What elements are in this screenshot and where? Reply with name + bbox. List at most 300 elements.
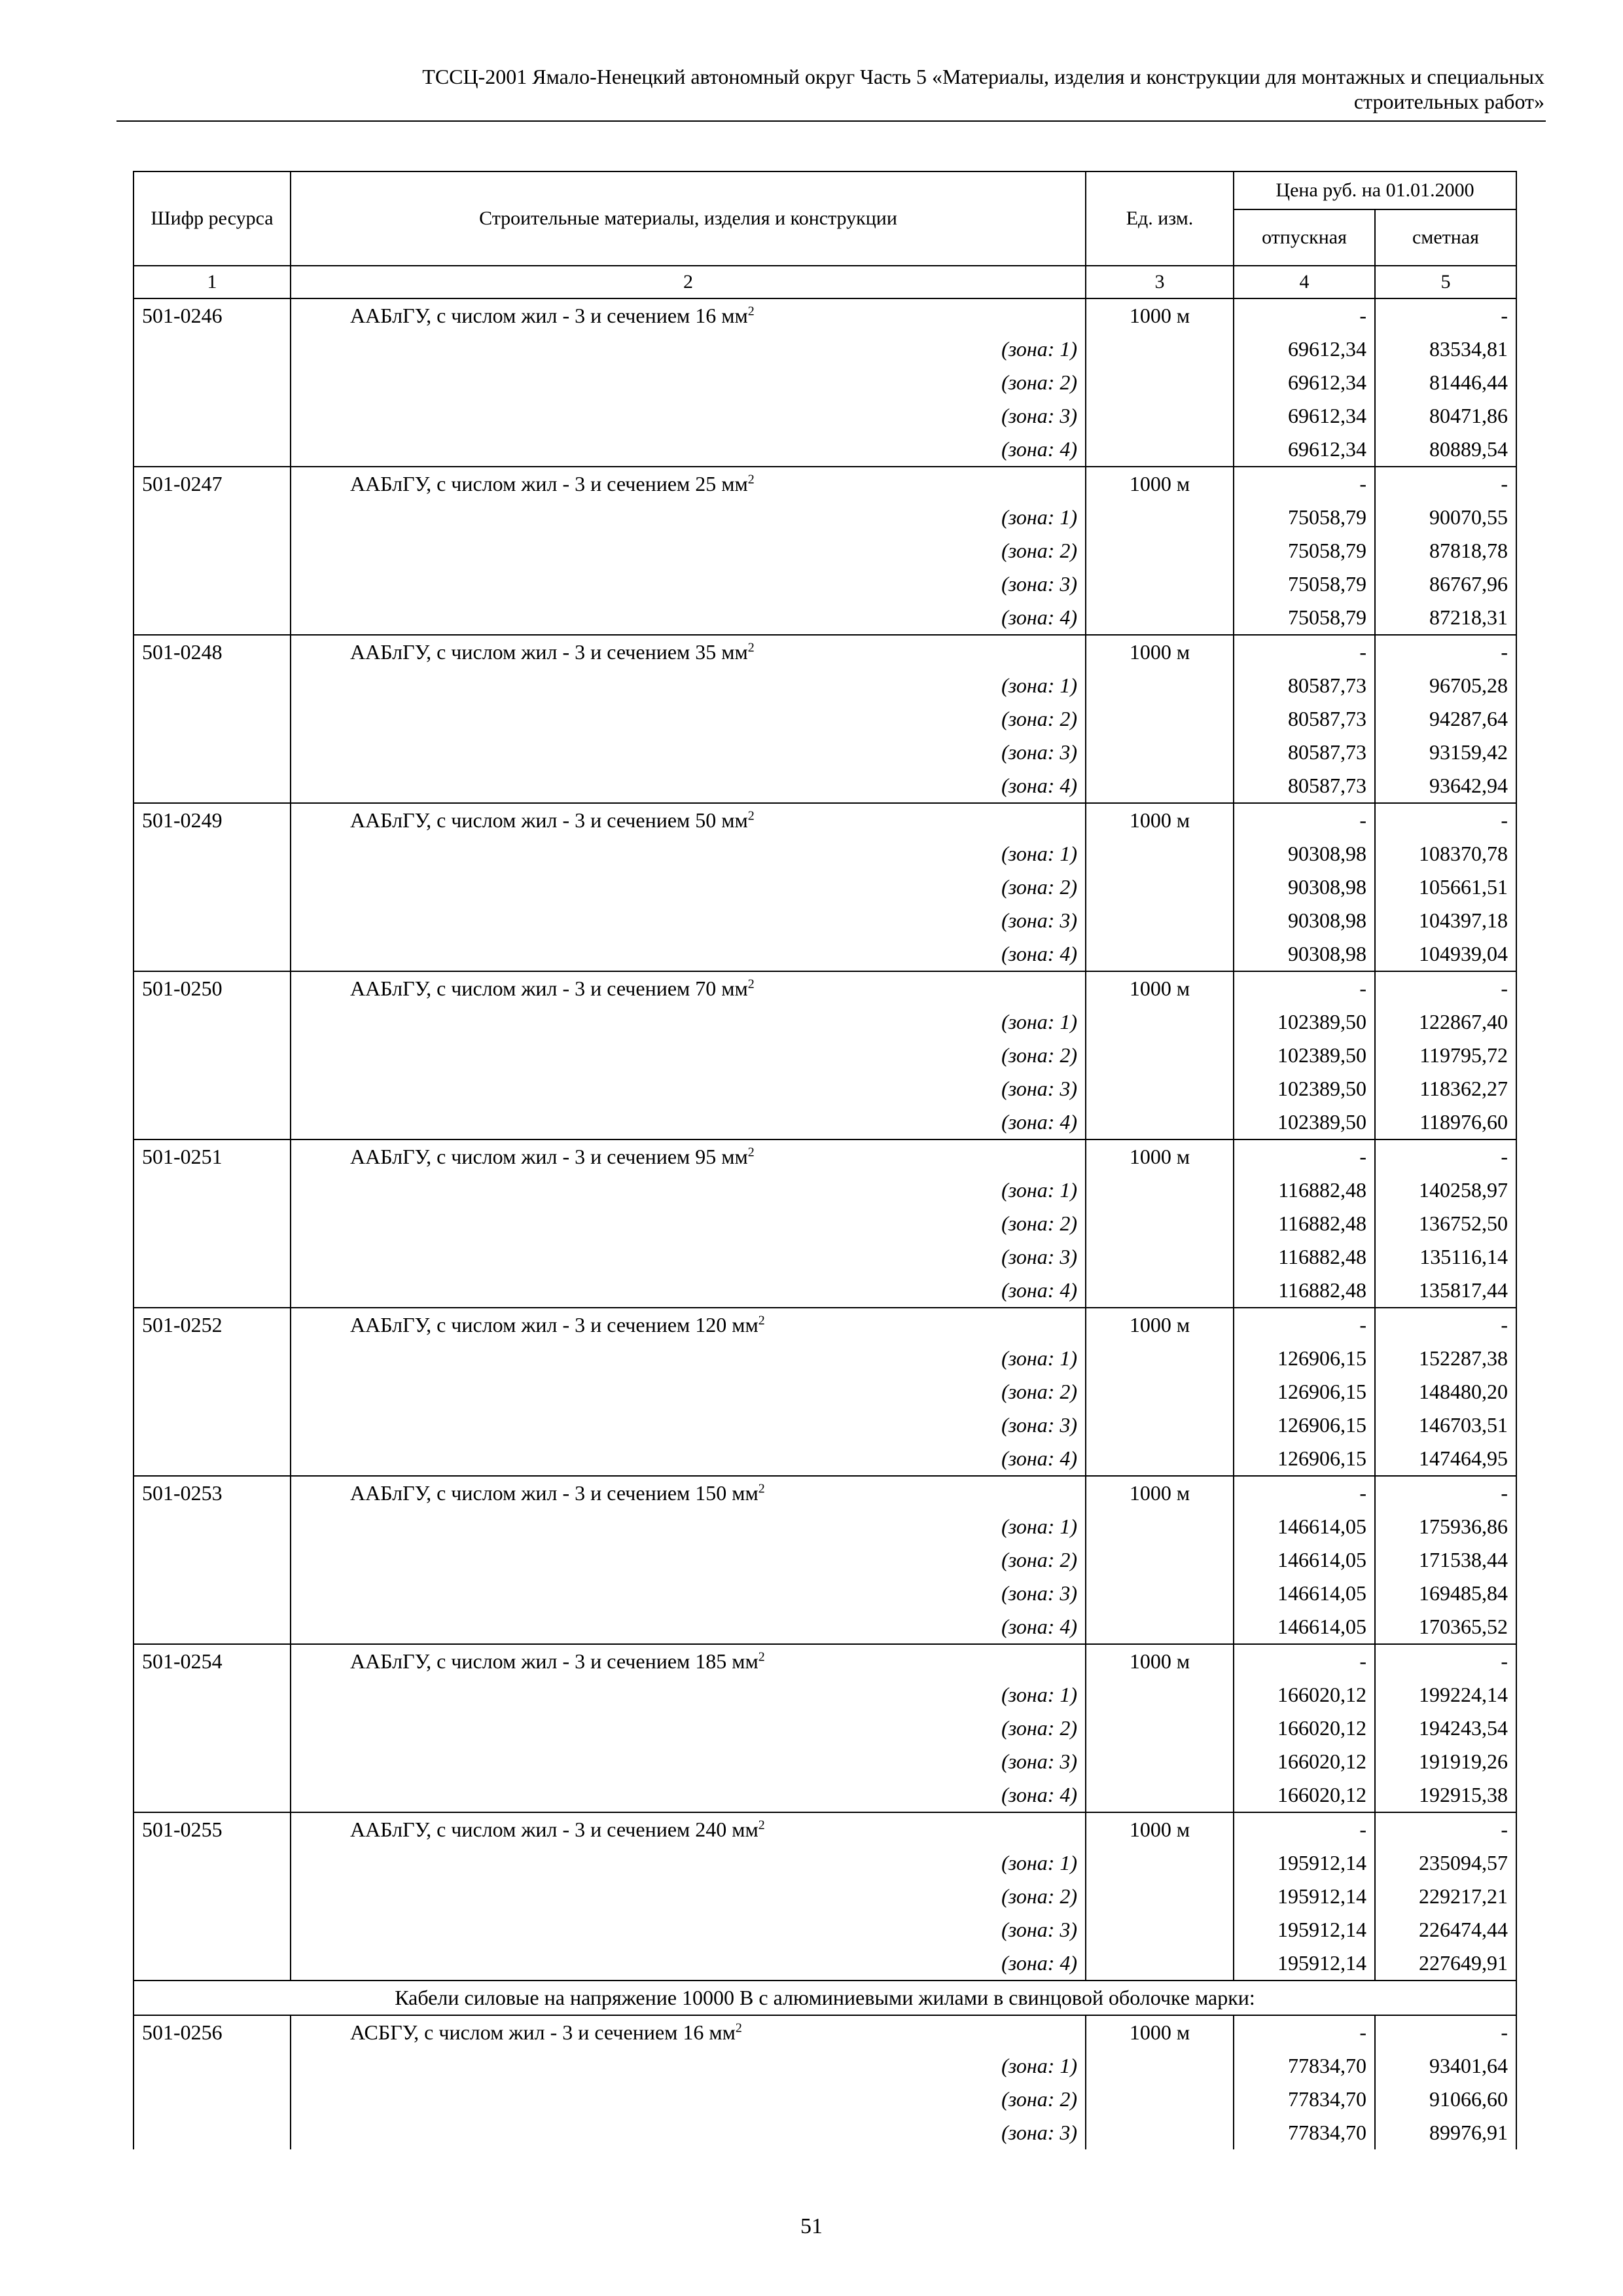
- resource-code-empty: [134, 904, 291, 937]
- zone-label: (зона: 1): [291, 1678, 1086, 1712]
- table-row-zone: [134, 1274, 1516, 1308]
- unit-empty: [1086, 1174, 1234, 1207]
- resource-code-empty: [134, 1174, 291, 1207]
- price-estimate: 81446,44: [1375, 366, 1516, 399]
- price-estimate: 94287,64: [1375, 702, 1516, 736]
- zone-label: (зона: 1): [291, 1510, 1086, 1543]
- price-estimate: 175936,86: [1375, 1510, 1516, 1543]
- resource-code-empty: [134, 1778, 291, 1812]
- price-estimate: 89976,91: [1375, 2116, 1516, 2149]
- price-release: 102389,50: [1234, 1072, 1375, 1105]
- unit-empty: [1086, 1240, 1234, 1274]
- unit-empty: [1086, 433, 1234, 467]
- unit-empty: [1086, 601, 1234, 635]
- unit-empty: [1086, 567, 1234, 601]
- header-unit: Ед. изм.: [1086, 171, 1234, 266]
- price-release: 77834,70: [1234, 2049, 1375, 2083]
- section-heading-row: [134, 1981, 1516, 2015]
- price-estimate: 169485,84: [1375, 1577, 1516, 1610]
- resource-code-empty: [134, 1678, 291, 1712]
- unit-empty: [1086, 332, 1234, 366]
- table-row-zone: [134, 1105, 1516, 1139]
- resource-code-empty: [134, 1510, 291, 1543]
- price-release: -: [1234, 971, 1375, 1005]
- table-row-zone: [134, 1712, 1516, 1745]
- price-estimate: 194243,54: [1375, 1712, 1516, 1745]
- price-release: 116882,48: [1234, 1274, 1375, 1308]
- unit: 1000 м: [1086, 1476, 1234, 1510]
- material-name-text: ААБлГУ, с числом жил - 3 и сечением 120 мм: [350, 1313, 758, 1336]
- zone-label: (зона: 4): [291, 1274, 1086, 1308]
- unit-empty: [1086, 669, 1234, 702]
- price-estimate: 87818,78: [1375, 534, 1516, 567]
- resource-code: 501-0254: [134, 1644, 291, 1678]
- price-release: -: [1234, 467, 1375, 501]
- price-estimate: -: [1375, 1812, 1516, 1846]
- unit-superscript: 2: [747, 640, 755, 655]
- price-release: 69612,34: [1234, 366, 1375, 399]
- zone-label: (зона: 2): [291, 1375, 1086, 1408]
- zone-label: (зона: 4): [291, 769, 1086, 803]
- price-release: -: [1234, 1812, 1375, 1846]
- price-release: 80587,73: [1234, 669, 1375, 702]
- price-estimate: -: [1375, 298, 1516, 332]
- price-release: 126906,15: [1234, 1408, 1375, 1442]
- resource-code-empty: [134, 601, 291, 635]
- resource-code-empty: [134, 1745, 291, 1778]
- resource-code: 501-0247: [134, 467, 291, 501]
- unit-superscript: 2: [758, 1649, 765, 1664]
- unit-empty: [1086, 769, 1234, 803]
- table-row-zone: [134, 1342, 1516, 1375]
- material-name: [291, 298, 1086, 332]
- table-row-item: [134, 1644, 1516, 1678]
- zone-label: (зона: 2): [291, 2083, 1086, 2116]
- material-name-text: ААБлГУ, с числом жил - 3 и сечением 16 мм: [350, 304, 748, 327]
- table-row-zone: [134, 1745, 1516, 1778]
- price-release: 195912,14: [1234, 1846, 1375, 1880]
- unit-empty: [1086, 702, 1234, 736]
- price-release: 146614,05: [1234, 1510, 1375, 1543]
- resource-code-empty: [134, 1005, 291, 1039]
- resource-code-empty: [134, 1610, 291, 1644]
- resource-code-empty: [134, 1946, 291, 1981]
- material-name: [291, 635, 1086, 669]
- unit-empty: [1086, 1375, 1234, 1408]
- unit-empty: [1086, 736, 1234, 769]
- price-estimate: -: [1375, 2015, 1516, 2049]
- table-row-zone: [134, 702, 1516, 736]
- unit-empty: [1086, 1510, 1234, 1543]
- price-release: -: [1234, 1308, 1375, 1342]
- price-release: 75058,79: [1234, 567, 1375, 601]
- zone-label: (зона: 3): [291, 1745, 1086, 1778]
- header-name: Строительные материалы, изделия и конструкции: [291, 171, 1086, 266]
- table-row-zone: [134, 1543, 1516, 1577]
- zone-label: (зона: 2): [291, 534, 1086, 567]
- zone-label: (зона: 2): [291, 870, 1086, 904]
- unit-empty: [1086, 1039, 1234, 1072]
- price-estimate: -: [1375, 1644, 1516, 1678]
- material-name-text: ААБлГУ, с числом жил - 3 и сечением 240 мм: [350, 1818, 758, 1841]
- table-row-zone: [134, 1946, 1516, 1981]
- zone-label: (зона: 3): [291, 1913, 1086, 1946]
- column-number-row: [134, 266, 1516, 298]
- material-name-text: ААБлГУ, с числом жил - 3 и сечением 70 мм: [350, 977, 748, 1000]
- column-number: 1: [134, 266, 291, 298]
- price-release: -: [1234, 635, 1375, 669]
- resource-code-empty: [134, 2116, 291, 2149]
- table-row-zone: [134, 332, 1516, 366]
- zone-label: (зона: 4): [291, 1105, 1086, 1139]
- price-estimate: 148480,20: [1375, 1375, 1516, 1408]
- unit-empty: [1086, 1408, 1234, 1442]
- table-row-zone: [134, 669, 1516, 702]
- table-row-zone: [134, 1913, 1516, 1946]
- resource-code: 501-0253: [134, 1476, 291, 1510]
- zone-label: (зона: 2): [291, 1712, 1086, 1745]
- material-name-text: ААБлГУ, с числом жил - 3 и сечением 25 мм: [350, 472, 748, 495]
- price-release: 166020,12: [1234, 1678, 1375, 1712]
- table-row-zone: [134, 2116, 1516, 2149]
- running-header-line-2: строительных работ»: [1353, 90, 1544, 113]
- resource-code-empty: [134, 433, 291, 467]
- price-release: 166020,12: [1234, 1712, 1375, 1745]
- resource-code-empty: [134, 736, 291, 769]
- unit-empty: [1086, 1072, 1234, 1105]
- header-price-release: отпускная: [1234, 209, 1375, 266]
- price-estimate: 171538,44: [1375, 1543, 1516, 1577]
- resource-code-empty: [134, 669, 291, 702]
- price-estimate: 199224,14: [1375, 1678, 1516, 1712]
- price-estimate: 227649,91: [1375, 1946, 1516, 1981]
- price-release: 69612,34: [1234, 399, 1375, 433]
- unit: 1000 м: [1086, 467, 1234, 501]
- price-release: 116882,48: [1234, 1174, 1375, 1207]
- resource-code-empty: [134, 1240, 291, 1274]
- price-estimate: -: [1375, 803, 1516, 837]
- resource-code-empty: [134, 1543, 291, 1577]
- unit-empty: [1086, 1846, 1234, 1880]
- price-estimate: 118976,60: [1375, 1105, 1516, 1139]
- price-release: 146614,05: [1234, 1543, 1375, 1577]
- page-number: 51: [800, 2214, 823, 2238]
- material-name-text: ААБлГУ, с числом жил - 3 и сечением 150 мм: [350, 1481, 758, 1505]
- price-estimate: 122867,40: [1375, 1005, 1516, 1039]
- table-row-item: [134, 467, 1516, 501]
- unit-empty: [1086, 1913, 1234, 1946]
- price-release: 80587,73: [1234, 702, 1375, 736]
- resource-code-empty: [134, 1105, 291, 1139]
- table-row-zone: [134, 1510, 1516, 1543]
- price-estimate: 104397,18: [1375, 904, 1516, 937]
- price-release: 102389,50: [1234, 1039, 1375, 1072]
- price-release: -: [1234, 803, 1375, 837]
- table-row-zone: [134, 937, 1516, 971]
- table-row-item: [134, 803, 1516, 837]
- zone-label: (зона: 3): [291, 1408, 1086, 1442]
- table-row-item: [134, 1476, 1516, 1510]
- price-release: 80587,73: [1234, 769, 1375, 803]
- zone-label: (зона: 2): [291, 1207, 1086, 1240]
- resource-code: 501-0248: [134, 635, 291, 669]
- price-estimate: 135817,44: [1375, 1274, 1516, 1308]
- header-code: Шифр ресурса: [134, 171, 291, 266]
- material-name: [291, 1644, 1086, 1678]
- unit-empty: [1086, 1274, 1234, 1308]
- resource-code-empty: [134, 1342, 291, 1375]
- table-row-zone: [134, 2049, 1516, 2083]
- material-name: [291, 803, 1086, 837]
- resource-code: 501-0249: [134, 803, 291, 837]
- zone-label: (зона: 1): [291, 669, 1086, 702]
- price-estimate: 96705,28: [1375, 669, 1516, 702]
- unit-superscript: 2: [747, 472, 755, 487]
- price-estimate: 80471,86: [1375, 399, 1516, 433]
- unit: 1000 м: [1086, 1812, 1234, 1846]
- price-release: 80587,73: [1234, 736, 1375, 769]
- price-release: 166020,12: [1234, 1778, 1375, 1812]
- resource-code-empty: [134, 837, 291, 870]
- unit-empty: [1086, 534, 1234, 567]
- unit-superscript: 2: [758, 1313, 765, 1328]
- unit-empty: [1086, 1543, 1234, 1577]
- unit-empty: [1086, 1712, 1234, 1745]
- resource-code-empty: [134, 1207, 291, 1240]
- table-body: [134, 298, 1516, 2149]
- price-estimate: 229217,21: [1375, 1880, 1516, 1913]
- zone-label: (зона: 3): [291, 2116, 1086, 2149]
- resource-code-empty: [134, 1880, 291, 1913]
- price-release: 69612,34: [1234, 433, 1375, 467]
- table-row-item: [134, 2015, 1516, 2049]
- unit-empty: [1086, 366, 1234, 399]
- table-row-zone: [134, 1778, 1516, 1812]
- zone-label: (зона: 1): [291, 1005, 1086, 1039]
- resource-code-empty: [134, 501, 291, 534]
- resource-code-empty: [134, 1039, 291, 1072]
- price-release: 195912,14: [1234, 1880, 1375, 1913]
- price-release: 90308,98: [1234, 904, 1375, 937]
- resource-code-empty: [134, 366, 291, 399]
- column-number: 3: [1086, 266, 1234, 298]
- table-row-zone: [134, 1880, 1516, 1913]
- table-row-zone: [134, 1610, 1516, 1644]
- material-name: [291, 1812, 1086, 1846]
- price-release: 146614,05: [1234, 1610, 1375, 1644]
- unit-superscript: 2: [747, 304, 755, 319]
- table-row-zone: [134, 1846, 1516, 1880]
- header-price-group: Цена руб. на 01.01.2000: [1234, 171, 1516, 209]
- zone-label: (зона: 1): [291, 837, 1086, 870]
- price-estimate: 226474,44: [1375, 1913, 1516, 1946]
- zone-label: (зона: 2): [291, 1880, 1086, 1913]
- resource-code-empty: [134, 1442, 291, 1476]
- unit-empty: [1086, 1577, 1234, 1610]
- unit-superscript: 2: [747, 977, 755, 992]
- unit: 1000 м: [1086, 971, 1234, 1005]
- unit-empty: [1086, 837, 1234, 870]
- material-name-text: АСБГУ, с числом жил - 3 и сечением 16 мм: [350, 2020, 736, 2044]
- price-estimate: -: [1375, 1139, 1516, 1174]
- price-estimate: 105661,51: [1375, 870, 1516, 904]
- unit-empty: [1086, 2116, 1234, 2149]
- header-rule: [116, 120, 1546, 122]
- resource-code-empty: [134, 1913, 291, 1946]
- table-row-zone: [134, 1408, 1516, 1442]
- zone-label: (зона: 3): [291, 904, 1086, 937]
- header-price-estimate: сметная: [1375, 209, 1516, 266]
- resource-code: 501-0246: [134, 298, 291, 332]
- unit-empty: [1086, 2049, 1234, 2083]
- zone-label: (зона: 4): [291, 1778, 1086, 1812]
- price-estimate: -: [1375, 971, 1516, 1005]
- price-estimate: 135116,14: [1375, 1240, 1516, 1274]
- table-row-zone: [134, 769, 1516, 803]
- price-release: 126906,15: [1234, 1375, 1375, 1408]
- unit-superscript: 2: [735, 2020, 742, 2036]
- table-row-zone: [134, 1072, 1516, 1105]
- zone-label: (зона: 1): [291, 2049, 1086, 2083]
- price-estimate: 152287,38: [1375, 1342, 1516, 1375]
- column-number: 4: [1234, 266, 1375, 298]
- price-estimate: 86767,96: [1375, 567, 1516, 601]
- resource-code-empty: [134, 870, 291, 904]
- material-name-text: ААБлГУ, с числом жил - 3 и сечением 95 мм: [350, 1145, 748, 1168]
- unit-empty: [1086, 1105, 1234, 1139]
- table-row-zone: [134, 1240, 1516, 1274]
- table-row-zone: [134, 1039, 1516, 1072]
- zone-label: (зона: 1): [291, 332, 1086, 366]
- unit-empty: [1086, 1745, 1234, 1778]
- resource-code-empty: [134, 1408, 291, 1442]
- zone-label: (зона: 2): [291, 366, 1086, 399]
- unit: 1000 м: [1086, 298, 1234, 332]
- price-release: -: [1234, 1476, 1375, 1510]
- price-release: -: [1234, 1139, 1375, 1174]
- table-row-zone: [134, 534, 1516, 567]
- column-number: 2: [291, 266, 1086, 298]
- price-release: -: [1234, 1644, 1375, 1678]
- resource-code-empty: [134, 937, 291, 971]
- price-release: 90308,98: [1234, 870, 1375, 904]
- resource-code-empty: [134, 769, 291, 803]
- price-estimate: 91066,60: [1375, 2083, 1516, 2116]
- zone-label: (зона: 4): [291, 433, 1086, 467]
- price-release: 75058,79: [1234, 601, 1375, 635]
- price-release: 90308,98: [1234, 937, 1375, 971]
- table-row-item: [134, 971, 1516, 1005]
- unit: 1000 м: [1086, 1308, 1234, 1342]
- unit-empty: [1086, 1610, 1234, 1644]
- price-estimate: 104939,04: [1375, 937, 1516, 971]
- section-heading: Кабели силовые на напряжение 10000 В с алюминиевыми жилами в свинцовой оболочке марки:: [134, 1981, 1516, 2015]
- unit: 1000 м: [1086, 1644, 1234, 1678]
- table-row-zone: [134, 870, 1516, 904]
- zone-label: (зона: 3): [291, 567, 1086, 601]
- material-name: [291, 1139, 1086, 1174]
- price-release: 116882,48: [1234, 1240, 1375, 1274]
- resource-code-empty: [134, 1072, 291, 1105]
- resource-code: 501-0256: [134, 2015, 291, 2049]
- price-estimate: 108370,78: [1375, 837, 1516, 870]
- price-estimate: 93642,94: [1375, 769, 1516, 803]
- table-row-zone: [134, 1005, 1516, 1039]
- price-estimate: 118362,27: [1375, 1072, 1516, 1105]
- zone-label: (зона: 1): [291, 1174, 1086, 1207]
- table-row-item: [134, 298, 1516, 332]
- table-row-zone: [134, 2083, 1516, 2116]
- table-row-zone: [134, 736, 1516, 769]
- material-name-text: ААБлГУ, с числом жил - 3 и сечением 35 мм: [350, 640, 748, 664]
- unit-empty: [1086, 501, 1234, 534]
- zone-label: (зона: 3): [291, 1577, 1086, 1610]
- price-estimate: -: [1375, 635, 1516, 669]
- zone-label: (зона: 2): [291, 702, 1086, 736]
- zone-label: (зона: 3): [291, 736, 1086, 769]
- price-release: 166020,12: [1234, 1745, 1375, 1778]
- resource-code-empty: [134, 2049, 291, 2083]
- resource-code-empty: [134, 702, 291, 736]
- table-row-zone: [134, 904, 1516, 937]
- price-release: 126906,15: [1234, 1342, 1375, 1375]
- unit-empty: [1086, 1207, 1234, 1240]
- resource-code-empty: [134, 2083, 291, 2116]
- price-estimate: 136752,50: [1375, 1207, 1516, 1240]
- unit-empty: [1086, 870, 1234, 904]
- table-header: [134, 171, 1516, 298]
- unit-empty: [1086, 1005, 1234, 1039]
- running-header-line-1: ТССЦ-2001 Ямало-Ненецкий автономный округ Часть 5 «Материалы, изделия и конструкции для монтажных и специальных: [422, 65, 1544, 88]
- zone-label: (зона: 4): [291, 601, 1086, 635]
- price-release: 195912,14: [1234, 1913, 1375, 1946]
- material-name: [291, 1476, 1086, 1510]
- table-row-zone: [134, 1375, 1516, 1408]
- material-name: [291, 467, 1086, 501]
- unit: 1000 м: [1086, 635, 1234, 669]
- unit: 1000 м: [1086, 1139, 1234, 1174]
- table-row-zone: [134, 601, 1516, 635]
- table-row-zone: [134, 366, 1516, 399]
- table-row-zone: [134, 399, 1516, 433]
- price-estimate: 235094,57: [1375, 1846, 1516, 1880]
- unit-empty: [1086, 1778, 1234, 1812]
- resource-code-empty: [134, 1846, 291, 1880]
- zone-label: (зона: 4): [291, 1442, 1086, 1476]
- resource-code: 501-0251: [134, 1139, 291, 1174]
- zone-label: (зона: 4): [291, 1946, 1086, 1981]
- material-name-text: ААБлГУ, с числом жил - 3 и сечением 50 мм: [350, 808, 748, 832]
- price-release: 77834,70: [1234, 2116, 1375, 2149]
- price-release: 69612,34: [1234, 332, 1375, 366]
- running-header: [118, 64, 1544, 114]
- table-row-zone: [134, 1678, 1516, 1712]
- unit-superscript: 2: [747, 1145, 755, 1160]
- price-release: 102389,50: [1234, 1005, 1375, 1039]
- price-estimate: 147464,95: [1375, 1442, 1516, 1476]
- price-release: 126906,15: [1234, 1442, 1375, 1476]
- table-row-zone: [134, 1174, 1516, 1207]
- price-estimate: 90070,55: [1375, 501, 1516, 534]
- price-estimate: 170365,52: [1375, 1610, 1516, 1644]
- resource-code-empty: [134, 1274, 291, 1308]
- price-release: -: [1234, 2015, 1375, 2049]
- material-name: [291, 971, 1086, 1005]
- resource-code: 501-0255: [134, 1812, 291, 1846]
- unit-empty: [1086, 399, 1234, 433]
- price-estimate: -: [1375, 467, 1516, 501]
- zone-label: (зона: 1): [291, 501, 1086, 534]
